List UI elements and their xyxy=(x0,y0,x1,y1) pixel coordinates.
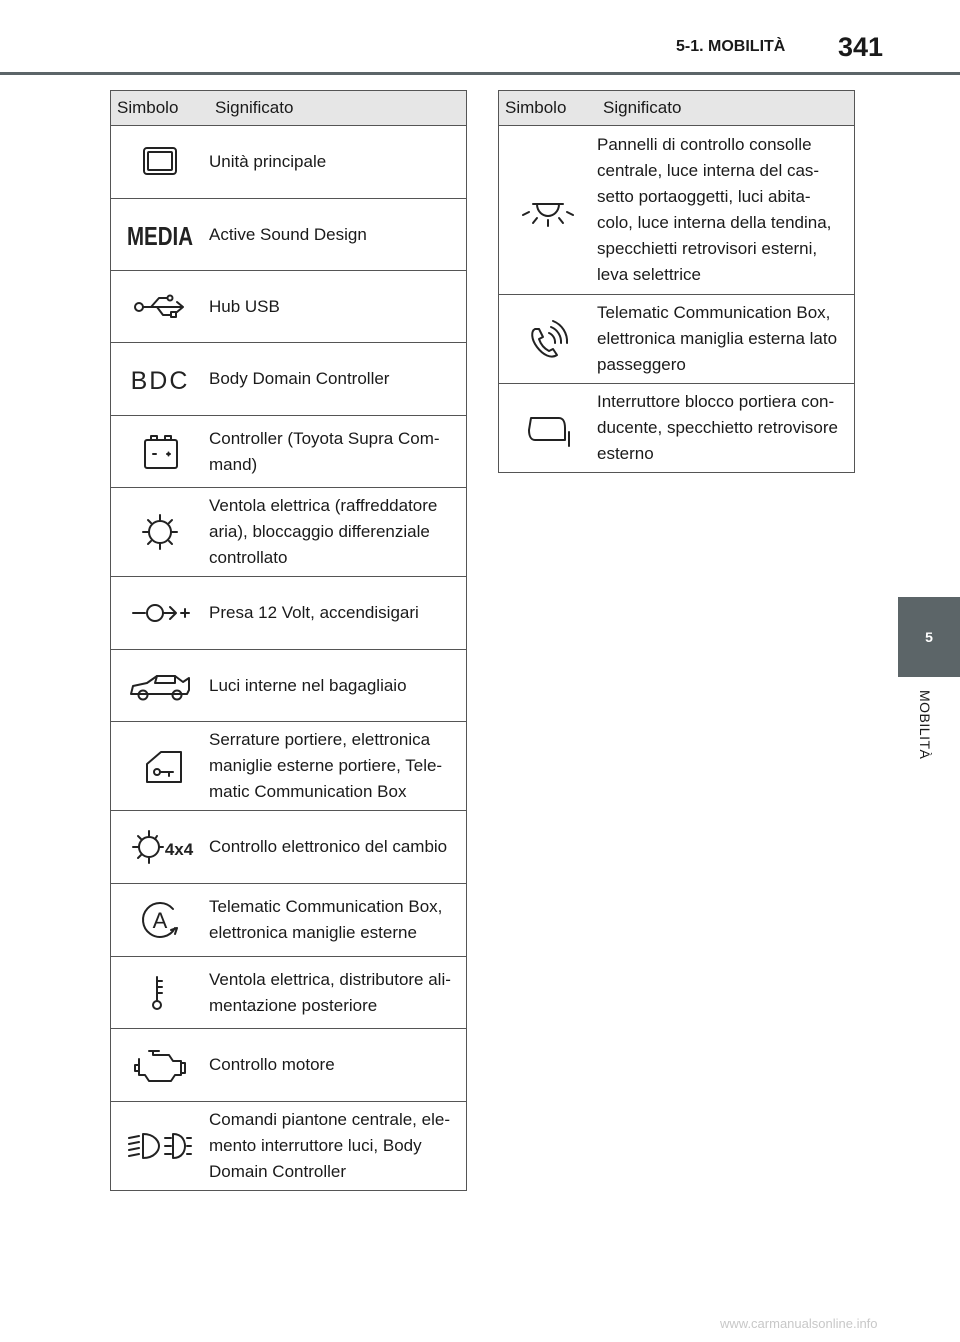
svg-text:MEDIA: MEDIA xyxy=(127,220,194,251)
table-row xyxy=(111,343,467,416)
meaning-line: Telematic Communication Box, xyxy=(209,897,443,916)
meaning-line: centrale, luce interna del cas- xyxy=(597,161,820,180)
screen-icon xyxy=(125,140,195,184)
symbol-table-left xyxy=(110,90,467,1191)
table-row xyxy=(111,577,467,650)
bdc-text-icon xyxy=(125,357,195,401)
thermometer-icon xyxy=(125,971,195,1015)
table-row xyxy=(499,295,855,384)
section-title: 5-1. MOBILITÀ xyxy=(676,38,786,55)
symbol-header: Simbolo xyxy=(499,91,598,126)
symbol-table-right xyxy=(498,90,855,473)
table-row xyxy=(111,126,467,199)
symbol-cell xyxy=(499,295,598,384)
meaning-header: Significato xyxy=(209,91,467,126)
meaning-cell xyxy=(209,343,467,416)
meaning-line: Controller (Toyota Supra Com- xyxy=(209,428,440,448)
symbol-header: Simbolo xyxy=(111,91,210,126)
meaning-cell xyxy=(597,295,855,384)
chapter-label: MOBILITÀ xyxy=(917,690,933,760)
meaning-line: ducente, specchietto retrovisore xyxy=(597,418,838,437)
fan-gear-icon xyxy=(125,510,195,554)
svg-text:BDC: BDC xyxy=(130,367,190,395)
symbol-cell xyxy=(111,811,210,884)
table-row xyxy=(111,416,467,488)
meaning-line: esterno xyxy=(597,444,654,463)
meaning-line: Telematic Communication Box, xyxy=(597,303,831,322)
meaning-line: Serrature portiere, elettronica xyxy=(209,730,431,749)
table-row xyxy=(111,811,467,884)
meaning-line: Body Domain Controller xyxy=(209,369,390,388)
footer-watermark: www.carmanualsonline.info xyxy=(720,1316,878,1331)
symbol-cell xyxy=(499,384,598,473)
meaning-cell xyxy=(209,199,467,271)
meaning-cell xyxy=(209,650,467,722)
symbol-cell xyxy=(111,126,210,199)
chapter-number: 5 xyxy=(925,629,933,645)
symbol-cell xyxy=(111,722,210,811)
meaning-cell xyxy=(209,884,467,957)
meaning-cell xyxy=(209,271,467,343)
meaning-line: Unità principale xyxy=(209,152,327,171)
socket-12v-icon xyxy=(125,591,195,635)
meaning-line: specchietti retrovisori esterni, xyxy=(597,239,818,258)
meaning-line: mentazione posteriore xyxy=(209,995,378,1015)
meaning-line: mand) xyxy=(209,454,258,474)
meaning-line: elettronica maniglia esterna lato xyxy=(597,329,838,348)
meaning-line: Luci interne nel bagagliaio xyxy=(209,675,407,695)
symbol-cell xyxy=(111,199,210,271)
gear-4x4-icon xyxy=(125,825,195,869)
table-header-row xyxy=(499,91,855,126)
meaning-cell xyxy=(209,416,467,488)
header-rule xyxy=(0,72,960,75)
symbol-cell xyxy=(111,884,210,957)
meaning-cell xyxy=(209,1029,467,1102)
page-number: 341 xyxy=(838,32,884,62)
meaning-line: colo, luce interna della tendina, xyxy=(597,213,832,232)
meaning-line: setto portaoggetti, luci abita- xyxy=(597,187,811,206)
meaning-line: matic Communication Box xyxy=(209,782,407,801)
meaning-line: Controllo motore xyxy=(209,1055,335,1074)
table-header-row xyxy=(111,91,467,126)
meaning-line: Controllo elettronico del cambio xyxy=(209,837,448,856)
table-row xyxy=(111,1102,467,1191)
meaning-header: Significato xyxy=(597,91,855,126)
meaning-line: elettronica maniglie esterne xyxy=(209,923,417,942)
table-row xyxy=(111,1029,467,1102)
media-text-icon xyxy=(125,213,195,257)
symbol-cell xyxy=(111,1029,210,1102)
meaning-line: Ventola elettrica, distributore ali- xyxy=(209,969,451,989)
meaning-cell xyxy=(209,126,467,199)
meaning-line: Hub USB xyxy=(209,296,280,316)
meaning-line: Active Sound Design xyxy=(209,224,367,244)
symbol-cell xyxy=(111,271,210,343)
meaning-line: Pannelli di controllo consolle xyxy=(597,135,812,154)
car-trunk-icon xyxy=(125,664,195,708)
table-row xyxy=(499,126,855,295)
auto-a-icon xyxy=(125,898,195,942)
meaning-line: Interruttore blocco portiera con- xyxy=(597,392,835,411)
meaning-cell xyxy=(209,577,467,650)
svg-text:4x4: 4x4 xyxy=(164,840,194,859)
symbol-cell xyxy=(111,957,210,1029)
meaning-line: aria), bloccaggio differenziale xyxy=(209,522,430,541)
meaning-cell xyxy=(209,488,467,577)
meaning-line: Presa 12 Volt, accendisigari xyxy=(209,603,419,622)
usb-icon xyxy=(125,285,195,329)
phone-signal-icon xyxy=(513,317,583,361)
headlight-icon xyxy=(125,1124,195,1168)
table-row xyxy=(499,384,855,473)
table-row xyxy=(111,884,467,957)
symbol-cell xyxy=(111,650,210,722)
table-row xyxy=(111,650,467,722)
symbol-cell xyxy=(111,577,210,650)
svg-text:A: A xyxy=(152,908,168,933)
chapter-tab[interactable] xyxy=(898,597,960,677)
meaning-cell xyxy=(209,722,467,811)
meaning-line: passeggero xyxy=(597,355,686,374)
table-row xyxy=(111,271,467,343)
meaning-cell xyxy=(209,1102,467,1191)
control-box-icon xyxy=(125,430,195,474)
symbol-cell xyxy=(111,416,210,488)
engine-icon xyxy=(125,1043,195,1087)
meaning-line: controllato xyxy=(209,548,288,567)
meaning-cell xyxy=(209,957,467,1029)
meaning-line: Ventola elettrica (raffreddatore xyxy=(209,496,438,515)
meaning-line: mento interruttore luci, Body xyxy=(209,1136,422,1155)
symbol-cell xyxy=(111,343,210,416)
table-row xyxy=(111,957,467,1029)
meaning-line: leva selettrice xyxy=(597,265,701,284)
interior-light-icon xyxy=(513,188,583,232)
meaning-line: Comandi piantone centrale, ele- xyxy=(209,1110,450,1129)
meaning-line: Domain Controller xyxy=(209,1162,346,1181)
side-mirror-icon xyxy=(513,406,583,450)
meaning-cell xyxy=(597,126,855,295)
meaning-cell xyxy=(597,384,855,473)
symbol-cell xyxy=(111,488,210,577)
door-key-icon xyxy=(125,744,195,788)
table-row xyxy=(111,722,467,811)
table-row xyxy=(111,199,467,271)
symbol-cell xyxy=(111,1102,210,1191)
meaning-line: maniglie esterne portiere, Tele- xyxy=(209,756,443,775)
symbol-cell xyxy=(499,126,598,295)
meaning-cell xyxy=(209,811,467,884)
table-row xyxy=(111,488,467,577)
